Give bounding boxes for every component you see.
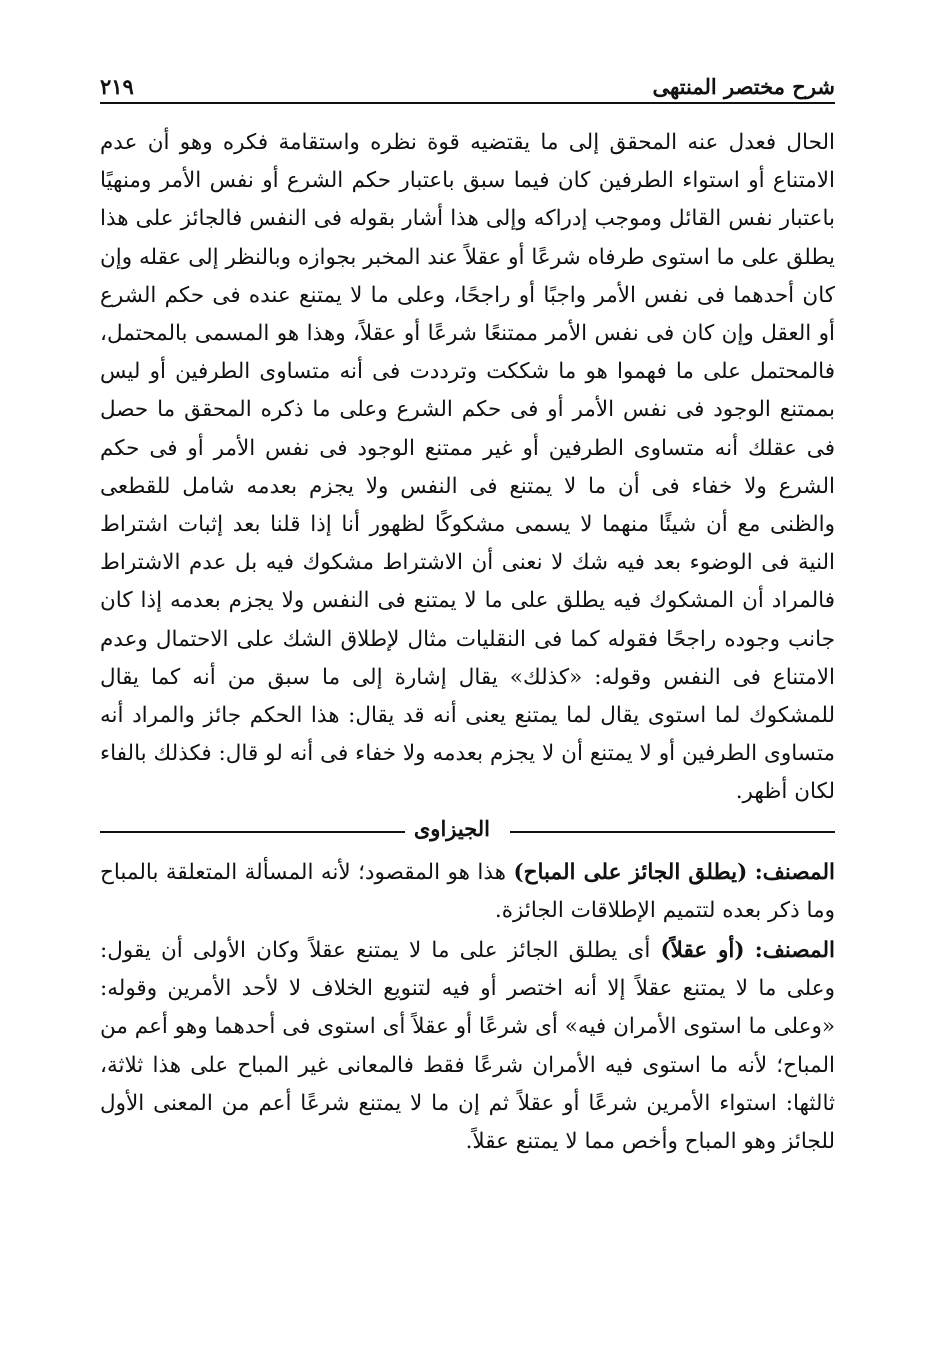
sharh-paragraph: الحال فعدل عنه المحقق إلى ما يقتضيه قوة نظره واستقامة فكره وهو أن عدم الامتناع أو استواء الطرفين كان فيما سبق باعتبار حكم الشرع أو نفس الأمر ومنهيًا باعتبار نفس القائل وموجب إدراكه وإلى هذا أشار بقوله فى النفس فالجائز على هذا يطلق على ما استوى طرفاه شرعًا أو عقلاً عند المخبر بجوازه وبالنظر إلى عقله وإن كان أحدهما فى نفس الأمر واجبًا أو راجحًا، وعلى ما لا يمتنع عنده فى حكم الشرع أو العقل وإن كان فى نفس الأمر ممتنعًا شرعًا أو عقلاً، وهذا هو المسمى بالمحتمل، فالمحتمل على ما فهموا هو ما شككت وترددت فى أنه متساوى الطرفين أو ليس بممتنع الوجود فى نفس الأمر أو فى حكم الشرع وعلى ما ذكره المحقق ما حصل فى عقلك أنه متساوى الطرفين أو غير ممتنع الوجود فى نفس الأمر أو فى حكم الشرع ولا خفاء فى أن ما لا يمتنع فى النفس ولا يجزم بعدمه شامل للقطعى والظنى مع أن شيئًا منهما لا يسمى مشكوكًا لظهور أنا إذا قلنا بعد إثبات اشتراط النية فى الوضوء بعد فيه شك لا نعنى أن الاشتراط مشكوك فيه بل عدم الاشتراط فالمراد أن المشكوك فيه يطلق على ما لا يمتنع فى النفس ولا يجزم بعدمه إذا كان جانب وجوده راجحًا فقوله كما فى النقليات مثال لإطلاق الشك على الاحتمال وعدم الامتناع فى النفس وقوله: «كذلك» يقال إشارة إلى ما سبق من أنه كما يقال للمشكوك لما استوى يقال لما يمتنع يعنى أنه قد يقال: هذا الحكم جائز والمراد أنه متساوى الطرفين أو لا يمتنع أن لا يجزم بعدمه ولا خفاء فى أنه لو قال: فكذلك بالفاء لكان أظهر.	[100, 130, 835, 805]
paragraph-text: أى يطلق الجائز على ما لا يمتنع عقلاً وكان الأولى أن يقول: وعلى ما لا يمتنع عقلاً إلا أنه اختصر أو فيه لتنويع الخلاف لا لأحد الأمرين وقوله: «وعلى ما استوى الأمران فيه» أى شرعًا أو عقلاً أى استوى فى أحدهما وهو أعم من المباح؛ لأنه ما استوى فيه الأمران شرعًا فقط فالمعانى غير المباح على هذا ثلاثة، ثالثها: استواء الأمرين شرعًا أو عقلاً ثم إن ما لا يمتنع شرعًا أعم من المعنى الأول للجائز وهو المباح وأخص مما لا يمتنع عقلاً.	[100, 938, 835, 1155]
sharh-body	[100, 124, 835, 812]
paragraph-text: هذا هو المقصود؛ لأنه المسألة المتعلقة بالمباح وما ذكر بعده لتتميم الإطلاقات الجائزة.	[100, 859, 835, 923]
paragraph-lead: المصنف:	[754, 859, 836, 885]
page	[100, 68, 835, 1161]
header-title: شرح مختصر المنتهى	[652, 74, 835, 99]
divider-rule-left	[100, 831, 405, 833]
paragraph-quote: (يطلق الجائز على المباح)	[513, 859, 748, 885]
paragraph-quote: (أو عقلاً)	[660, 938, 745, 964]
running-header	[100, 68, 835, 104]
hashiya-paragraph	[100, 932, 835, 1161]
divider-rule-right	[510, 831, 835, 833]
section-label: الجيزاوى	[413, 815, 490, 841]
section-divider	[100, 816, 835, 846]
paragraph-lead: المصنف:	[754, 938, 835, 964]
hashiya-paragraph	[100, 854, 835, 930]
page-number: ٢١٩	[100, 74, 134, 99]
